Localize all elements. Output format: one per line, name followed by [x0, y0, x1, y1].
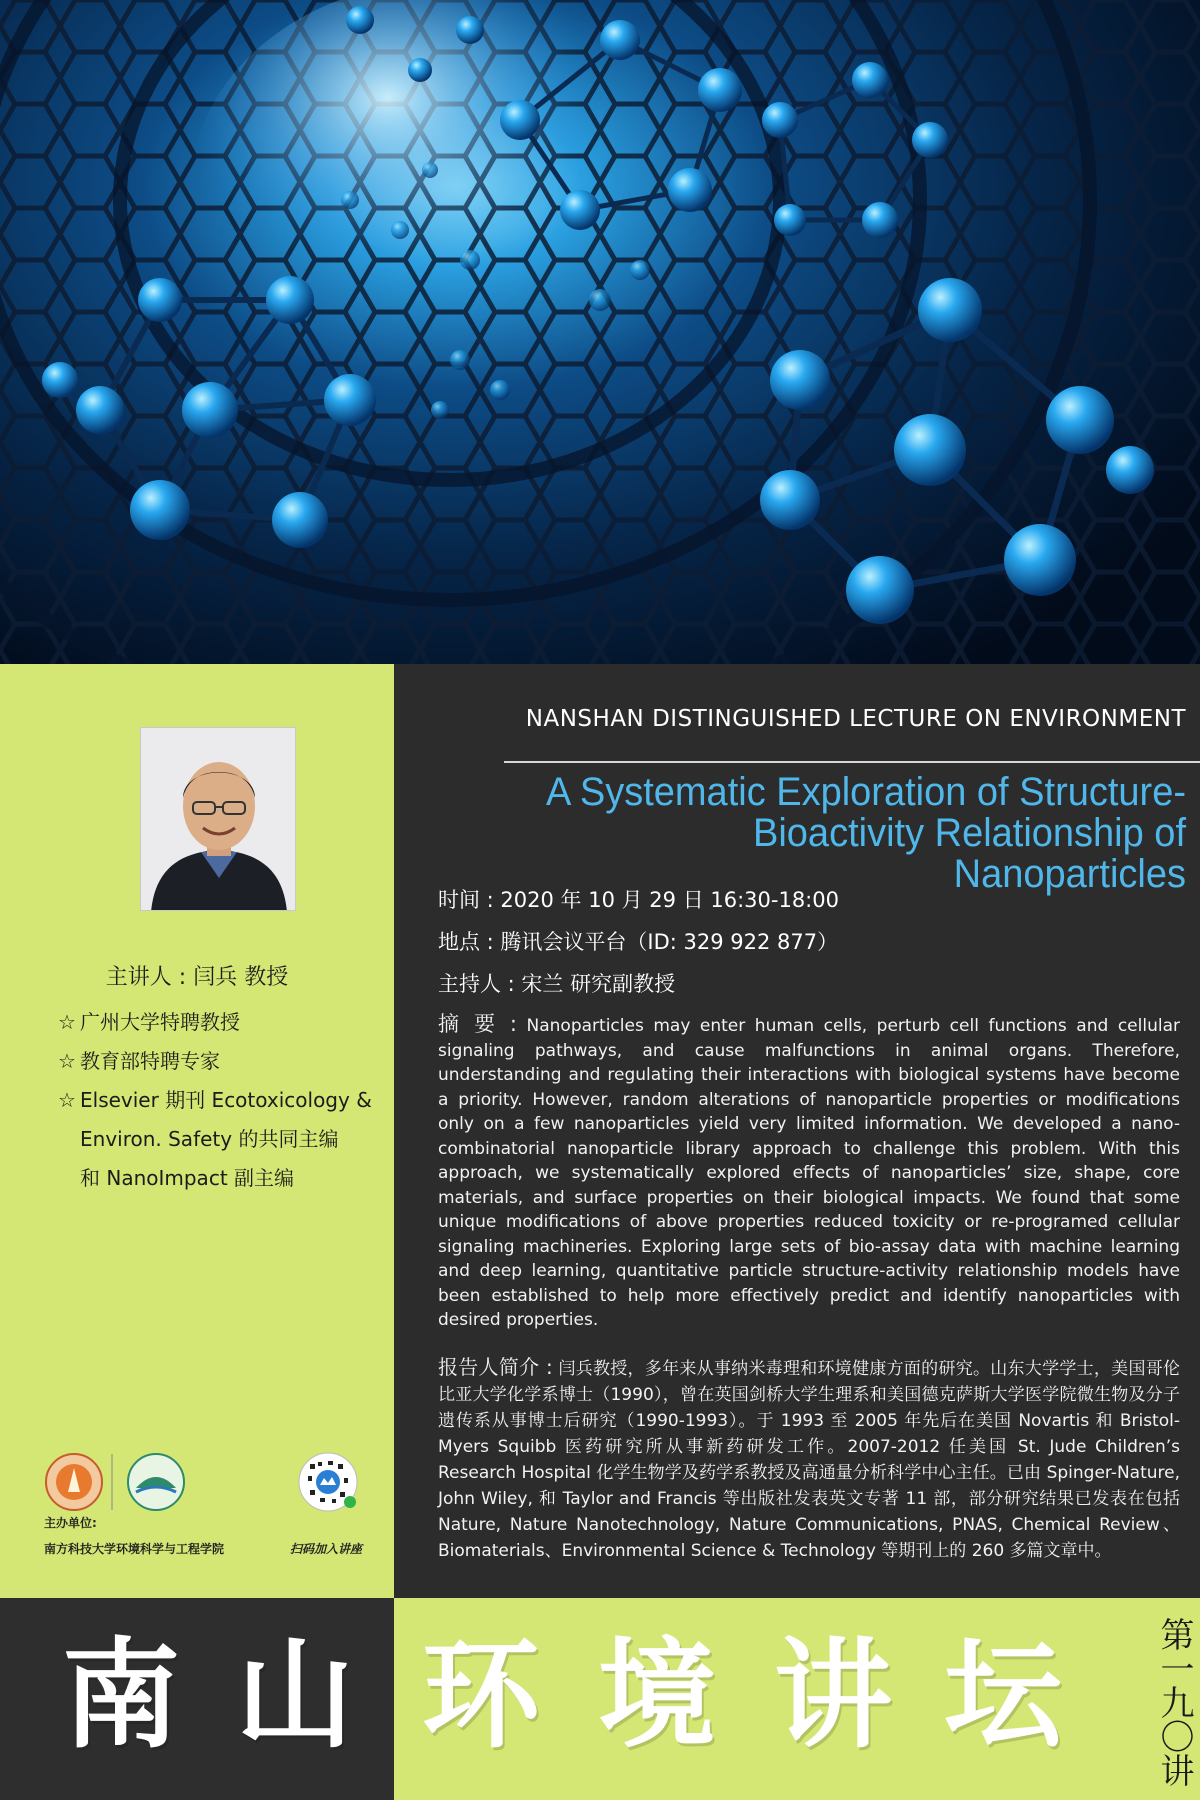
speaker-photo — [140, 727, 296, 911]
title-divider — [504, 761, 1200, 763]
bio-text: 闫兵教授，多年来从事纳米毒理和环境健康方面的研究。山东大学学士，美国哥伦比亚大学化学系博士（1990），曾在英国剑桥大学生理系和美国德克萨斯大学医学院微生物及分子遗传系从事博士后研究（1990-1993）。于 1993 至 2005 年先后在美国 Novartis 和 Bristol-Myers Squibb 医药研究所从事新药研发工作。2007-2012 任美国 St. Jude Children’s Research Hospital 化学生物学及药学系教授及高通量分析科学中心主任。已由 Spinger-Nature, John Wiley, 和 Taylor and Francis 等出版社发表英文专著 11 部，部分研究结果已发表在包括 Nature, Nature Nanotechnology, Nature Communications, PNAS, Chemical Review、Biomaterials、Environmental Science & Technology 等期刊上的 260 多篇文章中。 — [438, 1359, 1181, 1561]
abstract-label: 摘 要 : — [438, 1012, 517, 1036]
event-host: 主持人 : 宋兰 研究副教授 — [438, 972, 676, 996]
qr-caption: 扫码加入讲座 — [290, 1542, 363, 1556]
credential-continuation: 和 NanoImpact 副主编 — [80, 1166, 295, 1190]
credential-continuation: Environ. Safety 的共同主编 — [80, 1127, 339, 1151]
credential-item: ☆ Elsevier 期刊 Ecotoxicology & — [58, 1088, 372, 1112]
lecture-title-line: Bioactivity Relationship of Nanoparticles — [753, 811, 1186, 896]
star-icon: ☆ — [58, 1049, 76, 1073]
speaker-panel — [0, 664, 394, 1598]
star-icon: ☆ — [58, 1010, 76, 1034]
banner-char: 境 — [598, 1625, 717, 1764]
banner-char: 讲 — [774, 1625, 893, 1764]
abstract-text: Nanoparticles may enter human cells, perturb cell functions and cellular signaling pathways, and cause malfunctions in animal organs. Therefore, understanding and regulating their interactions with biological systems have become a priority. However, random alterations of nanoparticle properties or modifications only on a few nanoparticles yield very limited information. We developed a nano-combinatorial nanoparticle library approach to challenge this problem. With this approach, we systematically explored effects of nanoparticles’ size, shape, core materials, and surface properties on their biological impacts. We found that some unique modifications of above properties reduced toxicity or re-programed cellular signaling machineries. Exploring large sets of bio-assay data with machine learning and deep learning, quantitative particle structure-activity relationship models have been established to help more effectively predict and identify nanoparticles with desired properties. — [438, 1016, 1180, 1330]
qr-code-icon — [299, 1453, 357, 1511]
lecture-title — [521, 772, 1186, 895]
logo-group — [44, 1452, 374, 1512]
host-label: 主办单位: — [44, 1516, 97, 1530]
event-location: 地点 : 腾讯会议平台（ID: 329 922 877） — [438, 930, 839, 954]
banner-char: 坛 — [944, 1625, 1063, 1764]
organizer-logos — [44, 1454, 374, 1574]
nanoparticle-illustration — [0, 0, 1200, 664]
sustech-logo-icon — [46, 1454, 102, 1510]
host-organization: 南方科技大学环境科学与工程学院 — [44, 1542, 225, 1556]
event-time: 时间 : 2020 年 10 月 29 日 16:30-18:00 — [438, 888, 839, 912]
abstract — [438, 1012, 1180, 1333]
credential-item: ☆ 广州大学特聘教授 — [58, 1010, 240, 1034]
star-icon: ☆ — [58, 1088, 76, 1112]
lecture-title-line: A Systematic Exploration of Structure- — [546, 770, 1186, 814]
banner-char: 南 — [62, 1625, 181, 1764]
banner-char: 山 — [236, 1625, 355, 1764]
credential-item: ☆ 教育部特聘专家 — [58, 1049, 220, 1073]
hero-image — [0, 0, 1200, 664]
speaker-bio — [438, 1354, 1180, 1564]
bio-label: 报告人简介 : — [438, 1355, 553, 1379]
speaker-portrait-icon — [141, 728, 296, 911]
series-title: NANSHAN DISTINGUISHED LECTURE ON ENVIRONMENT — [525, 706, 1186, 732]
lecture-info-panel — [394, 664, 1200, 1598]
banner-char: 环 — [422, 1625, 541, 1764]
school-environment-logo-icon — [128, 1454, 184, 1510]
lecture-number: 第一九〇讲 — [1154, 1617, 1194, 1787]
speaker-name: 主讲人 : 闫兵 教授 — [105, 965, 289, 990]
